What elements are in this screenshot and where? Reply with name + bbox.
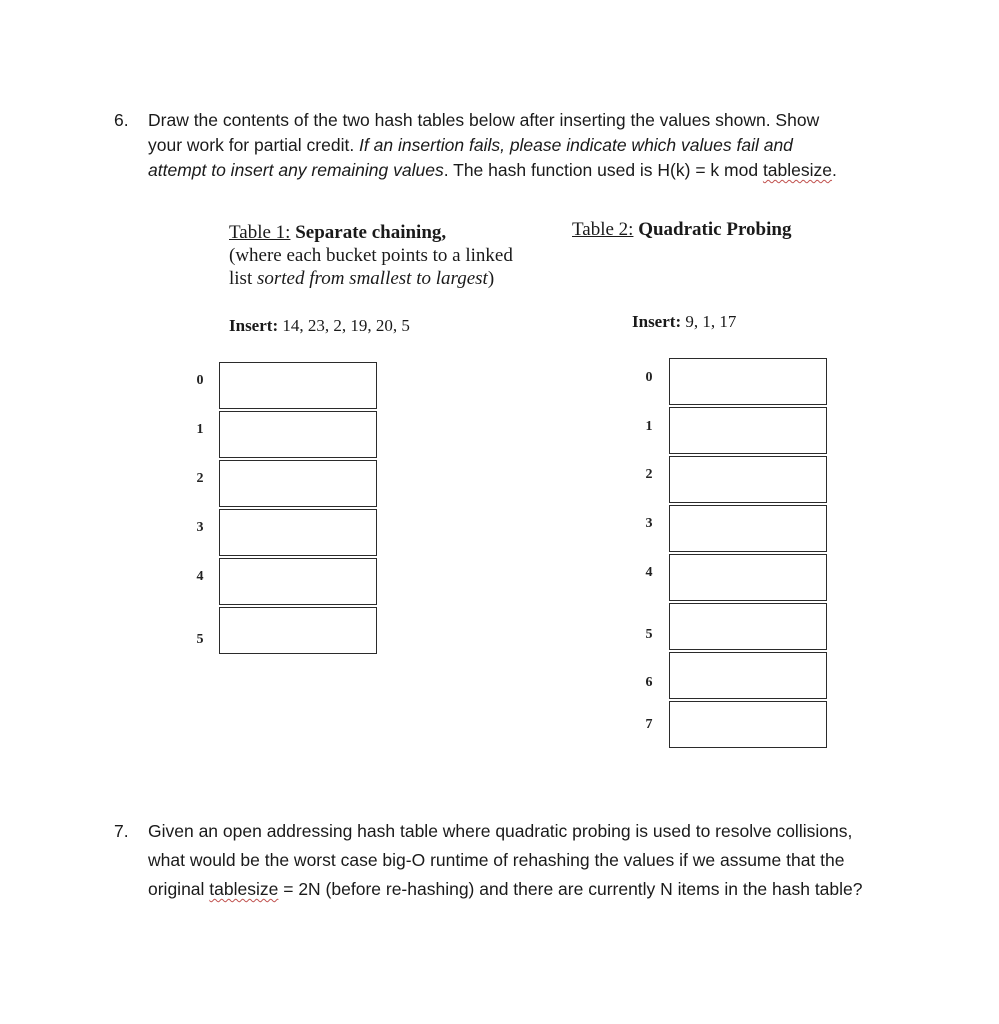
table-2-index-3: 3 [645,516,653,531]
table-1-insert-label: Insert: [229,316,279,335]
question-6-line-3-plain: . The hash function used is H(k) = k mod [443,160,763,180]
table-1-bucket-5[interactable] [219,607,377,654]
table-2-index-5: 5 [645,627,653,642]
question-6-line-3 [148,158,837,183]
question-7-line-1: Given an open addressing hash table where quadratic probing is used to resolve collisions, [148,821,853,841]
question-6-line-2 [148,133,837,158]
table-2-title [572,218,791,241]
table-1-title [229,221,446,244]
table-1-index-4: 4 [196,569,204,584]
table-1-index-2: 2 [196,471,204,486]
table-2-slot-2[interactable] [669,456,827,503]
table-2-slot-1[interactable] [669,407,827,454]
table-1-bucket-1[interactable] [219,411,377,458]
table-1-desc-close: ) [487,268,495,289]
table-1-index-5: 5 [196,632,204,647]
tablesize-word: tablesize [762,160,833,180]
table-2-index-6: 6 [645,675,653,690]
table-1-bucket-2[interactable] [219,460,377,507]
question-7-number: 7. [114,821,129,841]
question-7-line-3-end: = 2N (before re-hashing) and there are currently N items in the hash table? [278,879,863,899]
table-2-index-1: 1 [645,419,653,434]
question-6-line-1: Draw the contents of the two hash tables below after inserting the values shown. Show [148,110,820,130]
question-6-number: 6. [114,110,129,130]
table-1-index-1: 1 [196,422,204,437]
table-2-slot-7[interactable] [669,701,827,748]
table-1-desc-line-2 [229,267,494,290]
question-6-line-3-italic: attempt to insert any remaining values [148,160,444,180]
table-1-insert-values: 14, 23, 2, 19, 20, 5 [278,316,410,335]
table-2-slot-0[interactable] [669,358,827,405]
table-2-index-0: 0 [645,370,653,385]
question-7-line-2: what would be the worst case big-O runtime of rehashing the values if we assume that the [148,850,845,870]
table-2-insert-values: 9, 1, 17 [681,312,737,331]
table-2-slot-3[interactable] [669,505,827,552]
table-1-desc-line-1: (where each bucket points to a linked [229,245,513,266]
table-2-index-7: 7 [645,717,653,732]
table-2-slot-6[interactable] [669,652,827,699]
table-1-desc-plain: list [229,268,257,289]
table-1-label: Table 1: [229,222,291,243]
question-7-text [148,817,863,904]
table-2-insert-label: Insert: [632,312,682,331]
question-7-line-3 [148,875,863,904]
table-1-index-0: 0 [196,373,204,388]
table-2-index-4: 4 [645,565,653,580]
question-7-line-3-start: original [148,879,210,899]
table-2-slot-5[interactable] [669,603,827,650]
table-2-slot-4[interactable] [669,554,827,601]
table-1-method: Separate chaining, [290,222,447,243]
table-1-bucket-3[interactable] [219,509,377,556]
table-1-desc-italic: sorted from smallest to largest [256,268,488,289]
question-6-line-2-plain: your work for partial credit. [148,135,360,155]
question-6-line-3-period: . [832,160,837,180]
table-2-insert [632,312,736,332]
table-1-index-3: 3 [196,520,204,535]
table-1-bucket-0[interactable] [219,362,377,409]
table-2-index-2: 2 [645,467,653,482]
question-6-text [148,108,837,183]
table-2-method: Quadratic Probing [633,219,792,240]
table-1-insert [229,316,410,336]
question-6-line-2-italic: If an insertion fails, please indicate which values fail and [359,135,793,155]
table-1-bucket-4[interactable] [219,558,377,605]
table-2-label: Table 2: [572,219,634,240]
tablesize-word-q7: tablesize [209,879,279,899]
